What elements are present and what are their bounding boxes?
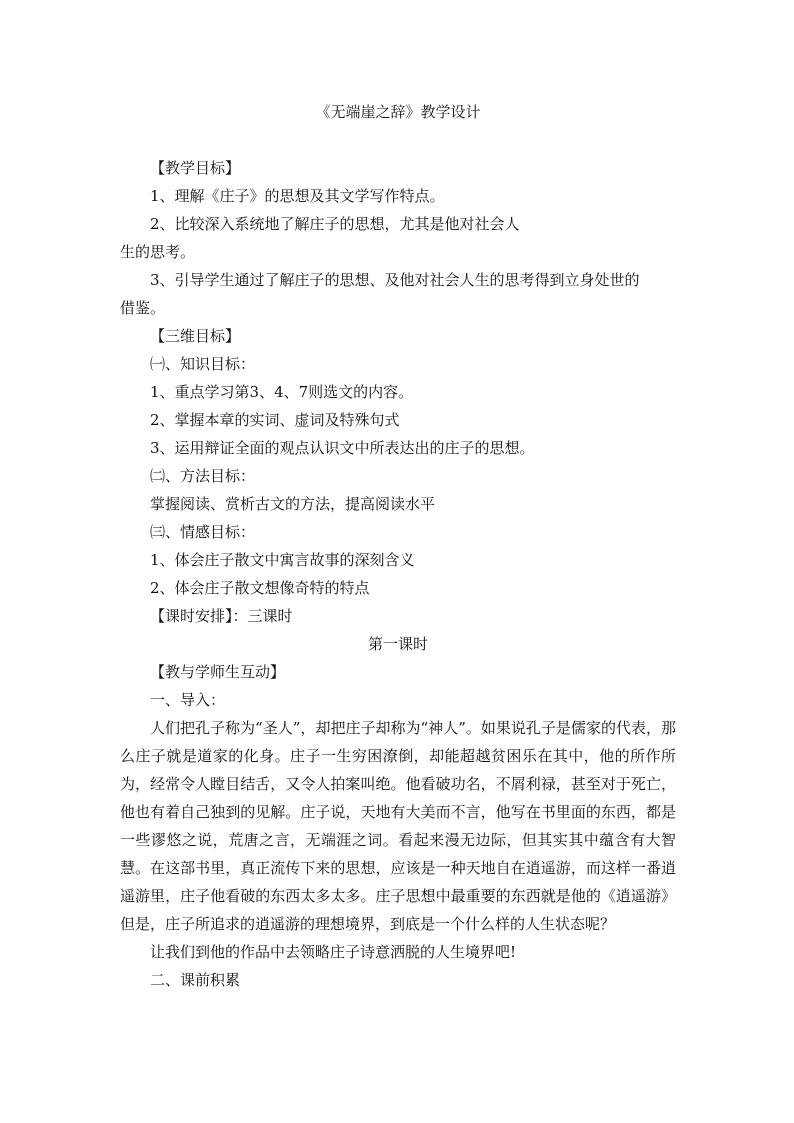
goal-item-3-continued: 借鉴。 [120, 299, 166, 317]
subheading-knowledge-goals: ㈠、知识目标： [150, 355, 256, 373]
emotion-item-2: 2、体会庄子散文想像奇特的特点 [150, 579, 370, 597]
goal-item-2: 2、比较深入系统地了解庄子的思想，尤其是他对社会人 [150, 215, 520, 233]
lesson-arrangement: 【课时安排】：三课时 [150, 607, 293, 625]
knowledge-item-2: 2、掌握本章的实词、虚词及特殊句式 [150, 411, 400, 429]
intro-paragraph: 人们把孔子称为“圣人”，却把庄子却称为“神人”。如果说孔子是儒家的代表，那么庄子就是道家的化身。庄子一生穷困潦倒，却能超越贫困乐在其中，他的所作所为，经常令人瞠目结舌，又令人拍案叫绝。他看破功名，不屑利禄，甚至对于死亡，他也有着自己独到的见解。庄子说，天地有大美而不言，他写在书里面的东西，都是一些谬悠之说，荒唐之言，无端涯之词。看起来漫无边际，但其实其中蕴含有大智慧。在这部书里，真正流传下来的思想，应该是一种天地自在逍遥游，而这样一番逍遥游里，庄子他看破的东西太多太多。庄子思想中最重要的东西就是他的《逍遥游》 但是，庄子所追求的逍遥游的理想境界，到底是一个什么样的人生状态呢？ [120, 719, 676, 933]
goal-item-3: 3、引导学生通过了解庄子的思想、及他对社会人生的思考得到立身处世的 [150, 271, 640, 289]
document-body [120, 98, 676, 994]
heading-interaction: 【教与学师生互动】 [150, 663, 286, 681]
emotion-item-1: 1、体会庄子散文中寓言故事的深刻含义 [150, 551, 415, 569]
subheading-emotion-goals: ㈢、情感目标： [150, 523, 256, 541]
method-item: 掌握阅读、赏析古文的方法，提高阅读水平 [150, 495, 436, 513]
subheading-method-goals: ㈡、方法目标： [150, 467, 256, 485]
section-one-intro: 一、导入： [150, 691, 226, 709]
knowledge-item-3: 3、运用辩证全面的观点认识文中所表达出的庄子的思想。 [150, 439, 535, 457]
goal-item-1: 1、理解《庄子》的思想及其文学写作特点。 [150, 187, 445, 205]
document-title: 《无端崖之辞》教学设计 [315, 103, 481, 121]
knowledge-item-1: 1、重点学习第3、4、7则选文的内容。 [150, 383, 414, 401]
heading-three-dimension-goals: 【三维目标】 [150, 327, 241, 345]
section-two-heading: 二、课前积累 [150, 971, 241, 989]
lesson-one-heading: 第一课时 [367, 635, 428, 653]
goal-item-2-continued: 生的思考。 [120, 243, 196, 261]
heading-teaching-goals: 【教学目标】 [150, 159, 241, 177]
closing-line: 让我们到他的作品中去领略庄子诗意洒脱的人生境界吧! [150, 943, 517, 961]
